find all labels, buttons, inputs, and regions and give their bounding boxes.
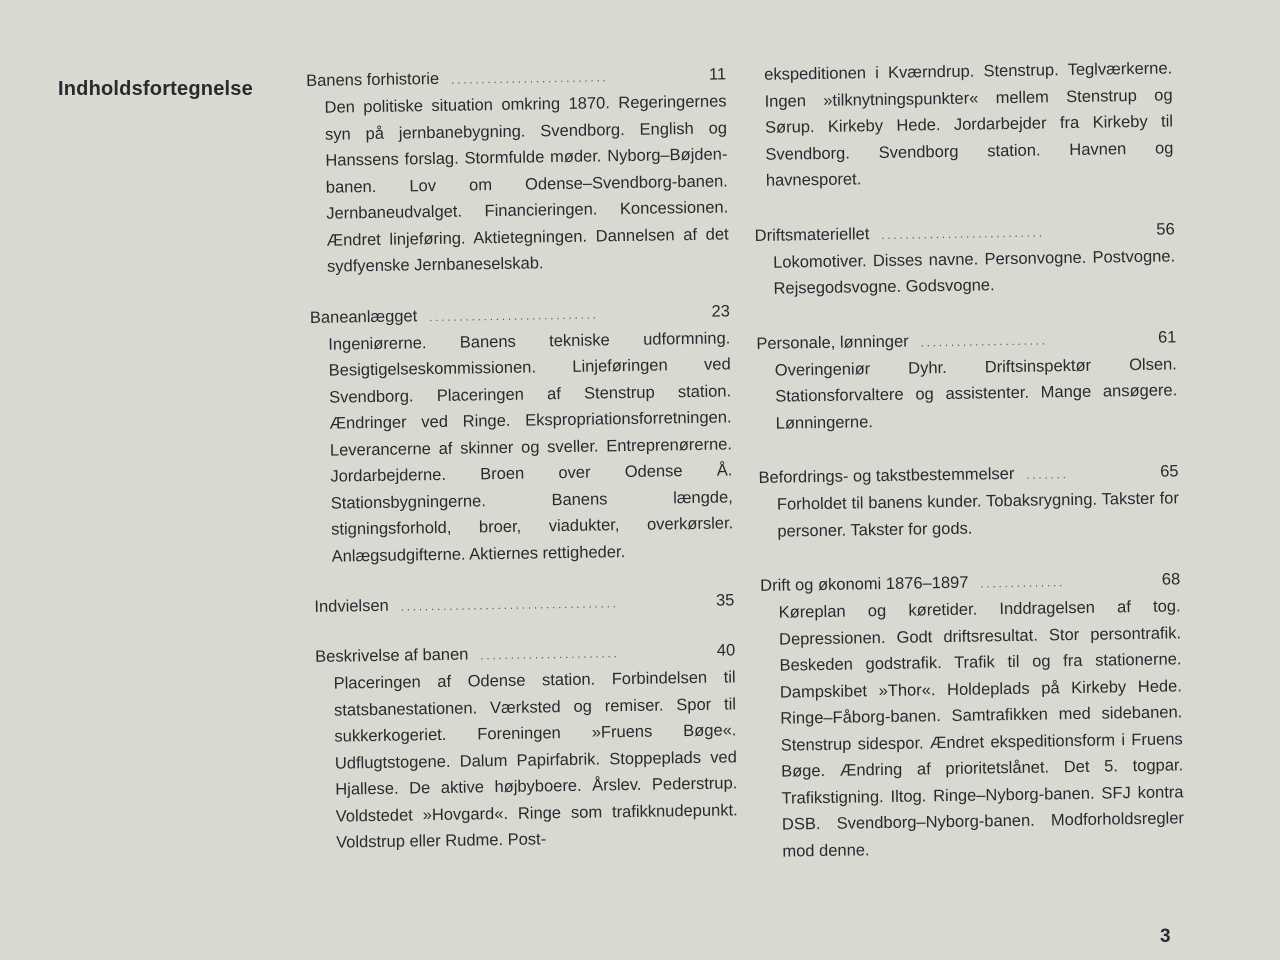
page-number: 3 bbox=[1160, 926, 1171, 947]
toc-entry-description: Overingeniør Dyhr. Driftsinspektør Olsen. Stationsforvaltere og assistenter. Mange ansøgere. Lønningerne. bbox=[774, 354, 1178, 433]
toc-leader-dots: ..................... bbox=[920, 334, 1048, 349]
toc-left-column bbox=[306, 63, 739, 882]
toc-leader-dots: ....................... bbox=[480, 648, 620, 663]
toc-entry-page-number: 56 bbox=[1156, 219, 1175, 239]
toc-leader-dots: .............. bbox=[980, 577, 1066, 591]
toc-entry-title: Baneanlægget bbox=[309, 306, 418, 327]
toc-entry-page-number: 65 bbox=[1159, 462, 1179, 481]
toc-continued-description: ekspeditionen i Kværndrup. Stenstrup. Teglværkerne. Ingen »tilknytningspunkter« mellem Stenstrup og Sørup. Kirkeby Hede. Jordarbejder fra Kirkeby til Svendborg. Svendborg station. Havnen og havnesporet. bbox=[764, 59, 1174, 190]
toc-right-column bbox=[752, 55, 1185, 890]
toc-entry-title: Indvielsen bbox=[314, 596, 389, 616]
toc-entry-drift-og-okonomi bbox=[760, 568, 1185, 865]
toc-entry-description: Køreplan og køretider. Inddragelsen af tog. Depressionen. Godt driftsresultat. Stor persontrafik. Beskeden godstrafik. Trafik til og fra stationerne. Dampskibet »Thor«. Holdeplads på Kirkeby Hede. Ringe–Fåborg-banen. Samtrafikken med sidebanen. Stenstrup sidespor. Ændret ekspeditionsform i Fruens Bøge. Ændring af prioritetslånet. Det 5. togpar. Trafikstigning. Iltog. Ringe–Nyborg-banen. SFJ kontra DSB. Svendborg–Nyborg-banen. Modforholdsregler mod denne. bbox=[778, 597, 1185, 861]
toc-leader-dots: ............................ bbox=[429, 308, 599, 324]
toc-entry-title: Personale, lønninger bbox=[756, 332, 909, 353]
toc-entry-title: Drift og økonomi 1876–1897 bbox=[760, 573, 969, 595]
toc-entry-title: Banens forhistorie bbox=[306, 69, 440, 90]
toc-entry-indvielsen bbox=[314, 589, 734, 620]
toc-entry-baneanlaegget bbox=[310, 300, 734, 570]
toc-entry-befordrings-og-takstbestemmelser bbox=[758, 460, 1179, 545]
toc-leader-dots: .......................... bbox=[451, 72, 609, 87]
toc-entry-description: Forholdet til banens kunder. Tobaksrygning. Takster for personer. Takster for gods. bbox=[776, 489, 1180, 541]
toc-leader-dots: ........................... bbox=[881, 226, 1045, 242]
toc-entry-title: Befordrings- og takstbestemmelser bbox=[758, 464, 1015, 487]
toc-entry-banens-forhistorie bbox=[306, 63, 729, 280]
toc-entry-page-number: 68 bbox=[1161, 570, 1181, 589]
toc-entry-page-number: 61 bbox=[1157, 327, 1177, 347]
toc-heading: Indholdsfortegnelse bbox=[58, 78, 253, 100]
toc-leader-dots: ....... bbox=[1026, 469, 1069, 482]
toc-entry-description: Placeringen af Odense station. Forbindelsen til statsbanestationen. Værksted og remiser. Spor til sukkerkogeriet. Foreningen »Fruens Bøge«. Udflugtstogene. Dalum Papirfabrik. Stoppeplads ved Hjallese. De aktive højbyboere. Årslev. Pederstrup. Voldstedet »Hovgard«. Ringe som trafikknudepunkt. Voldstrup eller Rudme. Post- bbox=[333, 668, 738, 852]
toc-entry-personale-lonninger bbox=[756, 326, 1178, 437]
toc-leader-dots: .................................... bbox=[400, 598, 619, 614]
toc-entry-description: Den politiske situation omkring 1870. Regeringernes syn på jernbanebygning. Svendborg. English og Hanssens forslag. Stormfulde møder. Nyborg–Bøjden-banen. Lov om Odense–Svendborg-banen. Jernbaneudvalget. Financieringen. Koncessionen. Ændret linjeføring. Aktietegningen. Dannelsen af det sydfyenske Jernbaneselskab. bbox=[324, 92, 729, 276]
toc-entry-description: Ingeniørerne. Banens tekniske udformning. Besigtigelseskommissionen. Linjeføringen ved Svendborg. Placeringen af Stenstrup station. Ændringer ved Ringe. Ekspropriationsforretningen. Leverancerne af skinner og sveller. Entreprenørerne. Jordarbejderne. Broen over Odense Å. Stationsbygningerne. Banens længde, stigningsforhold, broer, viadukter, overkørsler. Anlægsudgifterne. Aktiernes rettigheder. bbox=[328, 328, 734, 566]
toc-entry-driftsmateriellet bbox=[755, 218, 1176, 303]
toc-entry-page-number: 35 bbox=[715, 591, 735, 610]
toc-entry-page-number: 40 bbox=[716, 641, 736, 660]
toc-entry-page-number: 11 bbox=[708, 65, 727, 84]
toc-entry-beskrivelse-af-banen bbox=[315, 639, 738, 856]
toc-entry-title: Driftsmateriellet bbox=[754, 224, 870, 245]
toc-entry-description: Lokomotiver. Disses navne. Personvogne. Postvogne. Rejsegodsvogne. Godsvogne. bbox=[773, 246, 1176, 298]
toc-entry-page-number: 23 bbox=[711, 301, 730, 321]
toc-entry-header bbox=[314, 589, 734, 620]
toc-entry-title: Beskrivelse af banen bbox=[315, 645, 469, 666]
